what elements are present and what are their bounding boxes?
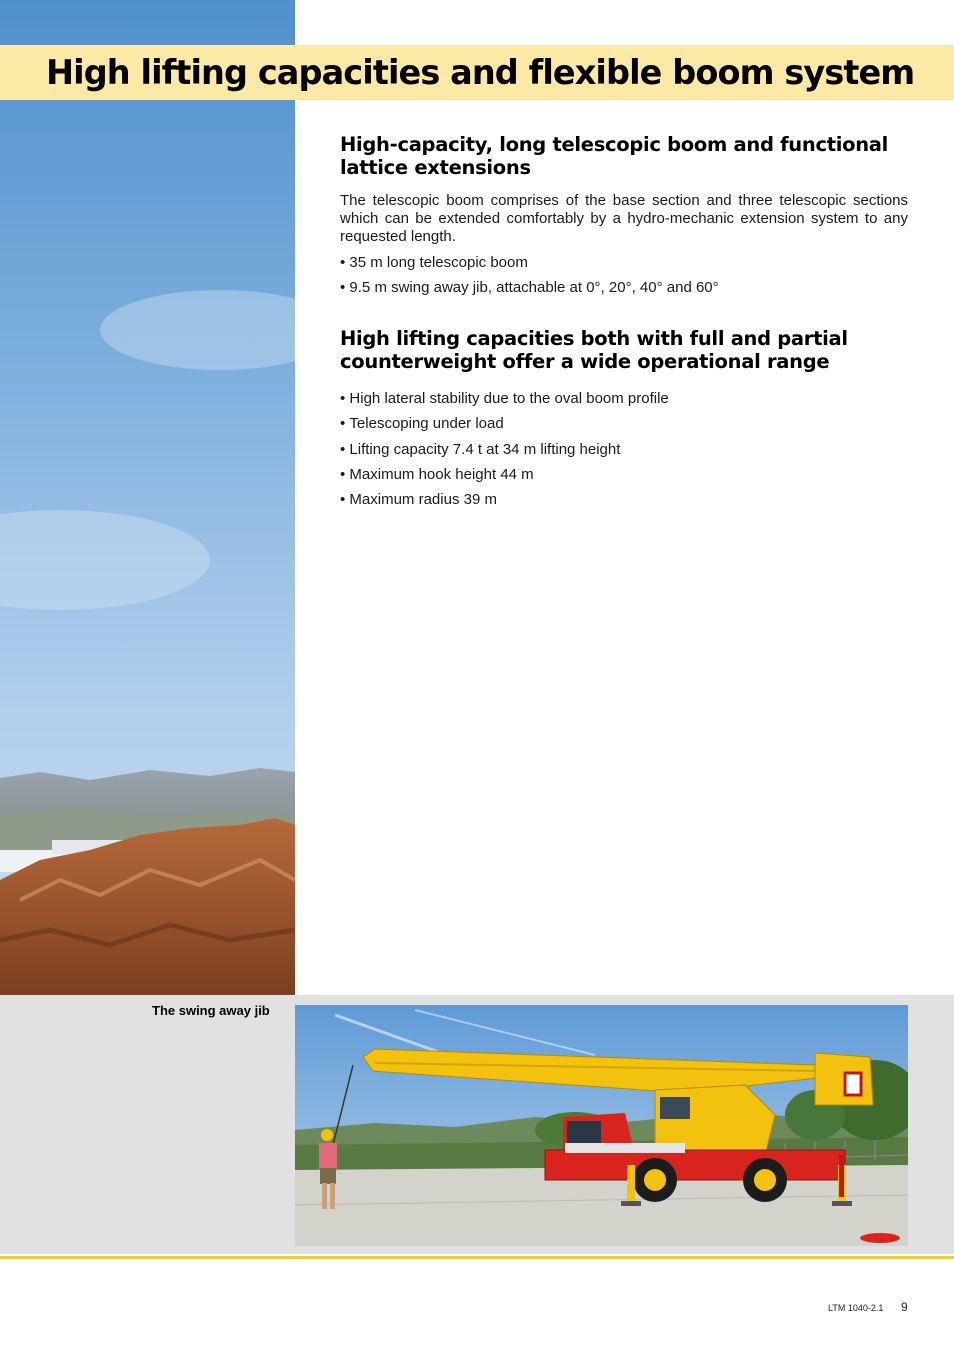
- footer-rule: [0, 1256, 954, 1259]
- section1-bullets: [340, 254, 908, 305]
- page-number: 9: [901, 1300, 908, 1314]
- photo-caption: The swing away jib: [152, 1003, 270, 1018]
- section2-heading: High lifting capacities both with full and partial counterweight offer a wide operational range: [340, 327, 848, 373]
- list-item: • Telescoping under load: [340, 415, 908, 433]
- list-item: • 9.5 m swing away jib, attachable at 0°, 20°, 40° and 60°: [340, 279, 908, 297]
- list-item: • Maximum hook height 44 m: [340, 466, 908, 484]
- title-band: [0, 45, 954, 100]
- list-item: • High lateral stability due to the oval boom profile: [340, 390, 908, 408]
- list-item: • 35 m long telescopic boom: [340, 254, 908, 272]
- footer-document-id: LTM 1040-2.1: [828, 1303, 884, 1313]
- sky-landscape-photo: [0, 0, 295, 995]
- crane-photo: [295, 1005, 908, 1246]
- list-item: • Lifting capacity 7.4 t at 34 m lifting height: [340, 441, 908, 459]
- page-title: High lifting capacities and flexible boom system: [46, 53, 915, 92]
- section1-body: The telescopic boom comprises of the base section and three telescopic sections which can be extended comfortably by a hydro-mechanic extension system to any requested length.: [340, 192, 908, 245]
- list-item: • Maximum radius 39 m: [340, 491, 908, 509]
- section2-bullets: [340, 390, 908, 516]
- section1-heading: High-capacity, long telescopic boom and functional lattice extensions: [340, 133, 889, 179]
